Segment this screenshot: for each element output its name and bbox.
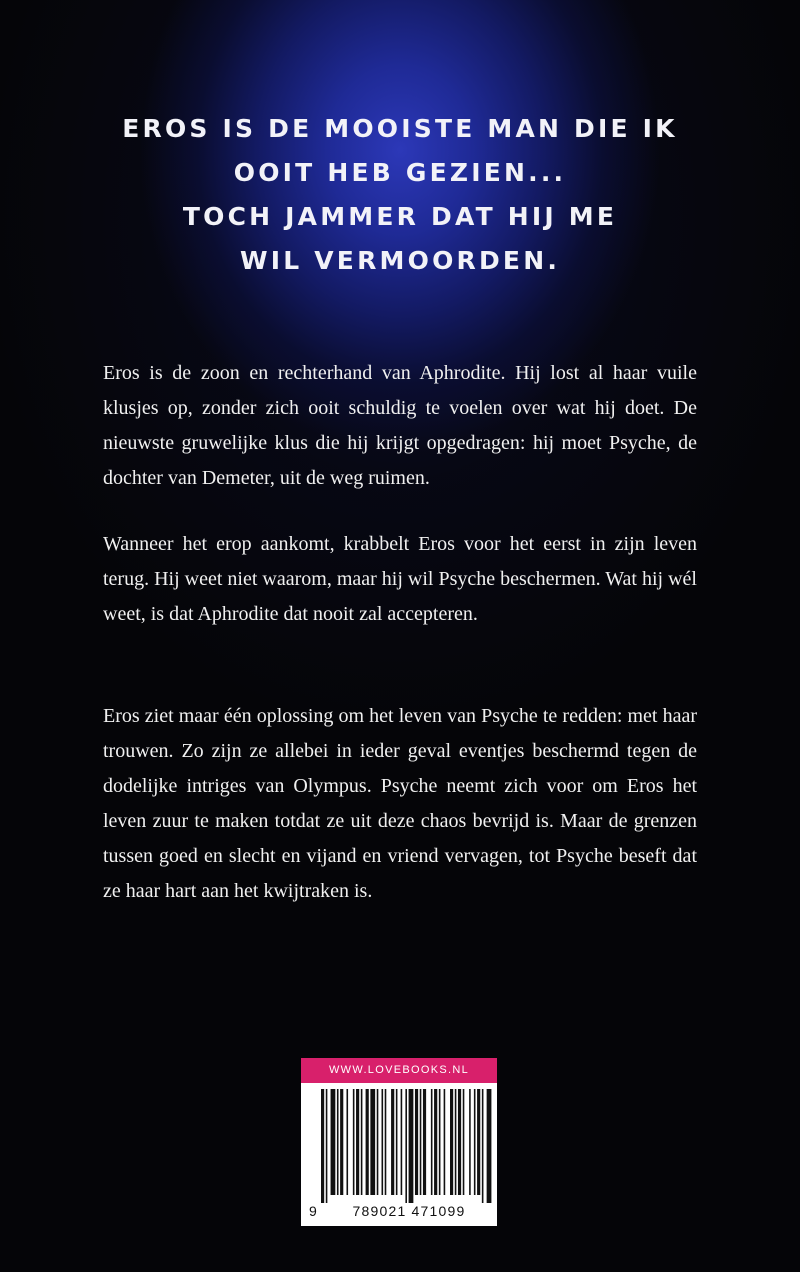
- barcode-bar: [463, 1089, 465, 1195]
- barcode-bar: [401, 1089, 403, 1195]
- barcode-bar: [321, 1089, 324, 1203]
- barcode-bar: [482, 1089, 484, 1203]
- barcode-bar: [487, 1089, 492, 1203]
- tagline-top: [100, 107, 700, 195]
- isbn-lead-digit: 9: [309, 1203, 317, 1219]
- tagline-line-3: TOCH JAMMER DAT HIJ ME: [182, 202, 618, 231]
- barcode-bar: [434, 1089, 437, 1195]
- barcode-bar: [439, 1089, 441, 1195]
- barcode-bar: [337, 1089, 339, 1195]
- blurb-paragraph-1: Eros is de zoon en rechterhand van Aphrodite. Hij lost al haar vuile klusjes op, zonder zich ooit schuldig te voelen over wat hij doet. De nieuwste gruwelijke klus die hij krijgt opgedragen: hij moet Psyche, de dochter van Demeter, uit de weg ruimen.: [103, 362, 697, 489]
- publisher-website: WWW.LOVEBOOKS.NL: [301, 1058, 497, 1083]
- barcode-bar: [474, 1089, 476, 1195]
- barcode-bar: [444, 1089, 446, 1195]
- barcode-bar: [409, 1089, 414, 1203]
- barcode-bar: [391, 1089, 394, 1195]
- barcode-bar: [458, 1089, 461, 1195]
- barcode-bar: [455, 1089, 457, 1195]
- barcode-bar: [346, 1089, 348, 1195]
- tagline-line-2: OOIT HEB GEZIEN...: [233, 158, 567, 187]
- barcode-bar: [385, 1089, 387, 1195]
- barcode-bar: [382, 1089, 384, 1195]
- barcode-bar: [370, 1089, 375, 1195]
- tagline-line-1: EROS IS DE MOOISTE MAN DIE IK: [122, 114, 678, 143]
- barcode-bar: [377, 1089, 379, 1195]
- barcode-bar: [366, 1089, 369, 1195]
- isbn-number: 789021 471099: [352, 1203, 466, 1219]
- barcode-bar: [326, 1089, 328, 1203]
- barcode-bar: [477, 1089, 480, 1195]
- barcode-label: [301, 1058, 497, 1226]
- blurb-paragraph-2: Wanneer het erop aankomt, krabbelt Eros voor het eerst in zijn leven terug. Hij weet niet waarom, maar hij wil Psyche beschermen. Wat hij wél weet, is dat Aphrodite dat nooit zal accepteren.: [103, 533, 697, 625]
- barcode-bar: [356, 1089, 359, 1195]
- barcode-bar: [420, 1089, 422, 1195]
- barcode-bar: [353, 1089, 355, 1195]
- tagline-bottom: [100, 195, 700, 283]
- barcode-bar: [469, 1089, 471, 1195]
- barcode-bar: [405, 1089, 407, 1203]
- barcode-icon: [321, 1089, 493, 1203]
- barcode-bar: [423, 1089, 426, 1195]
- barcode-bar: [361, 1089, 363, 1195]
- barcode-bar: [431, 1089, 433, 1195]
- blurb-paragraph-3: Eros ziet maar één oplossing om het leven van Psyche te redden: met haar trouwen. Zo zijn ze allebei in ieder geval eventjes beschermd tegen de dodelijke intriges van Olympus. Psyche neemt zich voor om Eros het leven zuur te maken totdat ze uit deze chaos bevrijd is. Maar de grenzen tussen goed en slecht en vijand en vriend vervagen, tot Psyche beseft dat ze haar hart aan het kwijtraken is.: [103, 705, 697, 902]
- barcode-bar: [415, 1089, 418, 1195]
- barcode-bar: [450, 1089, 453, 1195]
- barcode-bar: [331, 1089, 336, 1195]
- barcode-bar: [340, 1089, 343, 1195]
- barcode-bar: [396, 1089, 398, 1195]
- tagline-line-4: WIL VERMOORDEN.: [239, 246, 561, 275]
